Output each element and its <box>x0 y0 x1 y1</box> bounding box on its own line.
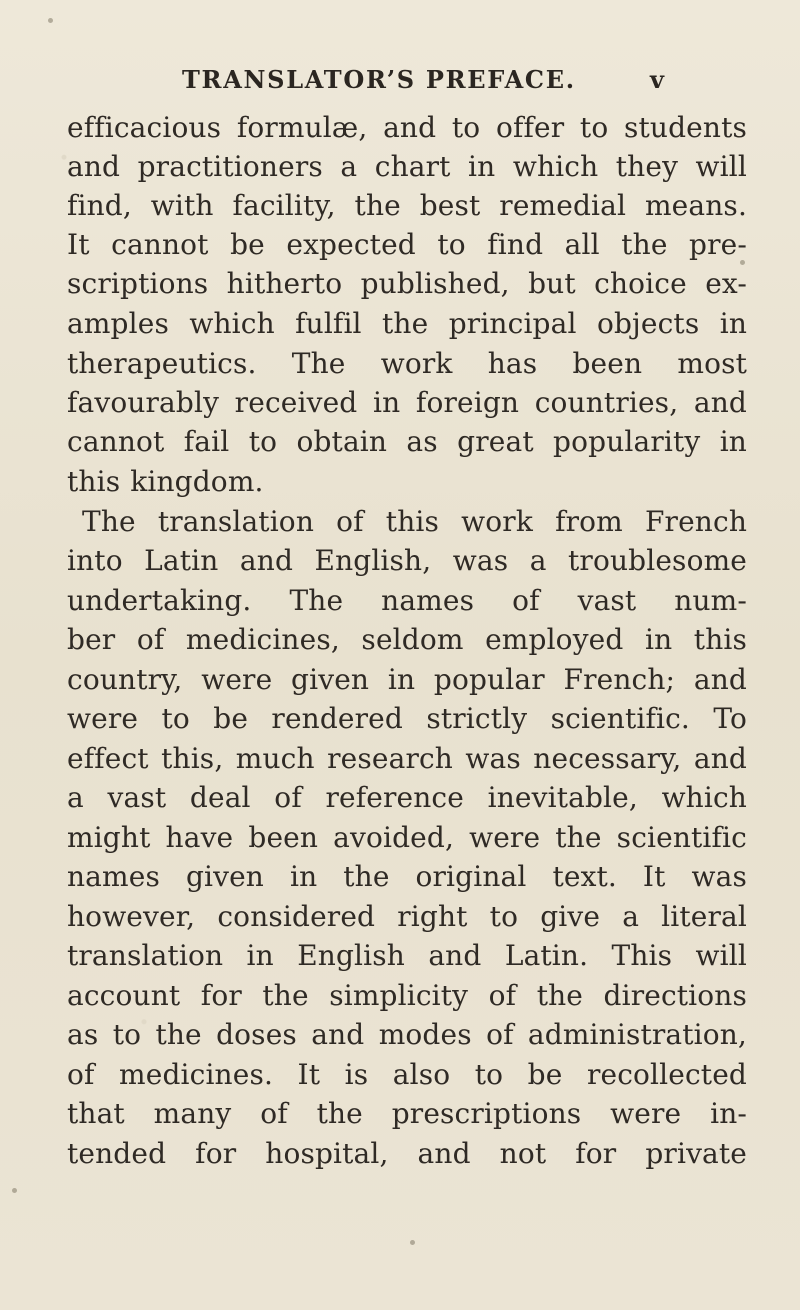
paper-speck <box>410 1240 415 1245</box>
text-line: It cannot be expected to find all the pre- <box>67 228 747 261</box>
text-line: efficacious formulæ, and to offer to students <box>67 111 747 144</box>
text-line: scriptions hitherto published, but choice ex- <box>67 267 747 300</box>
paper-speck <box>12 1188 17 1193</box>
text-line: favourably received in foreign countries, and <box>67 386 747 419</box>
text-line: tended for hospital, and not for private <box>67 1137 747 1170</box>
text-line: that many of the prescriptions were in- <box>67 1097 747 1130</box>
text-line: therapeutics. The work has been most <box>67 347 747 380</box>
paper-speck <box>740 260 745 265</box>
paper-speck <box>48 18 53 23</box>
text-line: ber of medicines, seldom employed in this <box>67 623 747 656</box>
text-line: account for the simplicity of the directions <box>67 979 747 1012</box>
text-line: this kingdom. <box>67 465 264 498</box>
text-line: of medicines. It is also to be recollected <box>67 1058 747 1091</box>
text-line: might have been avoided, were the scientific <box>67 821 747 854</box>
text-line: cannot fail to obtain as great popularity in <box>67 425 747 458</box>
text-line: however, considered right to give a literal <box>67 900 747 933</box>
text-line: translation in English and Latin. This will <box>67 939 747 972</box>
text-line: and practitioners a chart in which they will <box>67 150 747 183</box>
text-line: effect this, much research was necessary, and <box>67 742 747 775</box>
text-line: amples which fulfil the principal objects in <box>67 307 747 340</box>
text-line: as to the doses and modes of administration, <box>67 1018 747 1051</box>
text-line: a vast deal of reference inevitable, which <box>67 781 747 814</box>
text-line: were to be rendered strictly scientific. To <box>67 702 747 735</box>
text-line: find, with facility, the best remedial means. <box>67 189 747 222</box>
text-line: into Latin and English, was a troublesome <box>67 544 747 577</box>
page-number: v <box>650 65 664 94</box>
text-line: names given in the original text. It was <box>67 860 747 893</box>
text-line: The translation of this work from French <box>82 505 747 538</box>
text-line: undertaking. The names of vast num- <box>67 584 747 617</box>
text-line: country, were given in popular French; and <box>67 663 747 696</box>
running-head: TRANSLATOR’S PREFACE. <box>182 65 576 94</box>
